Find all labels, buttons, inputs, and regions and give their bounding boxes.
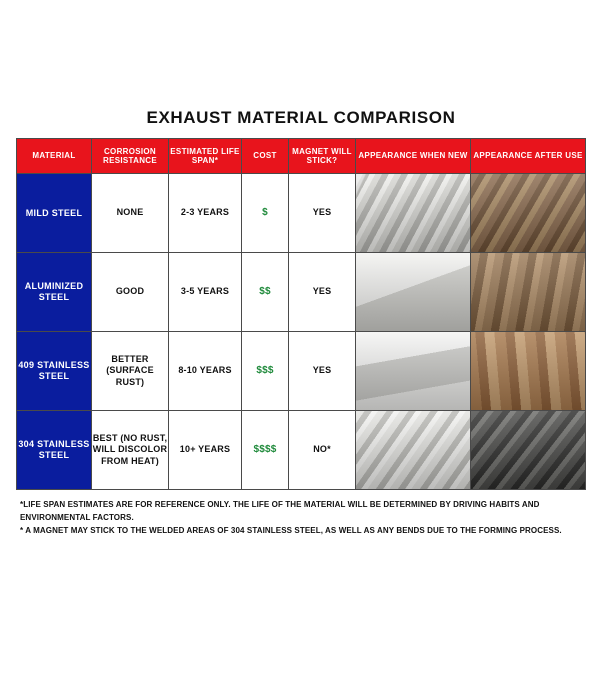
photo-aluminized-steel-used [471,253,586,332]
table-header-row [17,139,586,174]
polished-stainless-pipe-photo [356,332,470,410]
column-header-appearance-new: APPEARANCE WHEN NEW [356,139,471,174]
cell-magnet-aluminized-steel: YES [289,253,356,332]
cell-cost-409-stainless-steel: $$$ [242,332,289,411]
cell-material-409-stainless-steel: 409 STAINLESS STEEL [17,332,92,411]
photo-aluminized-steel-new [356,253,471,332]
exhaust-material-comparison-chart [0,108,602,537]
cell-corrosion-409-stainless-steel: BETTER (SURFACE RUST) [92,332,169,411]
heat-discolored-dark-header-photo [471,411,585,489]
photo-304-stainless-new [356,411,471,490]
cell-corrosion-aluminized-steel: GOOD [92,253,169,332]
rusted-brown-header-photo [471,174,585,252]
table-row [17,174,586,253]
cell-cost-aluminized-steel: $$ [242,253,289,332]
bright-stainless-header-photo [356,411,470,489]
footnote-magnet: * A MAGNET MAY STICK TO THE WELDED AREAS OF 304 STAINLESS STEEL, AS WELL AS ANY BENDS DUE TO THE FORMING PROCESS. [20,525,562,535]
cell-lifespan-409-stainless-steel: 8-10 YEARS [169,332,242,411]
column-header-cost: COST [242,139,289,174]
footnotes [20,499,582,537]
photo-409-stainless-used [471,332,586,411]
cell-corrosion-304-stainless-steel: BEST (NO RUST, WILL DISCOLOR FROM HEAT) [92,411,169,490]
shiny-bare-steel-header-photo [356,174,470,252]
cell-magnet-mild-steel: YES [289,174,356,253]
chart-title: EXHAUST MATERIAL COMPARISON [146,108,456,127]
rusted-pipe-with-hanger-photo [471,253,585,331]
table-row [17,411,586,490]
column-header-corrosion-resistance: CORROSION RESISTANCE [92,139,169,174]
photo-409-stainless-new [356,332,471,411]
cell-cost-mild-steel: $ [242,174,289,253]
cell-lifespan-304-stainless-steel: 10+ YEARS [169,411,242,490]
cell-material-304-stainless-steel: 304 STAINLESS STEEL [17,411,92,490]
cell-cost-304-stainless-steel: $$$$ [242,411,289,490]
cell-lifespan-aluminized-steel: 3-5 YEARS [169,253,242,332]
cell-lifespan-mild-steel: 2-3 YEARS [169,174,242,253]
cell-magnet-409-stainless-steel: YES [289,332,356,411]
column-header-life-span: ESTIMATED LIFE SPAN* [169,139,242,174]
column-header-magnet: MAGNET WILL STICK? [289,139,356,174]
table-row [17,332,586,411]
cell-corrosion-mild-steel: NONE [92,174,169,253]
table-row [17,253,586,332]
cell-magnet-304-stainless-steel: NO* [289,411,356,490]
cell-material-mild-steel: MILD STEEL [17,174,92,253]
photo-304-stainless-used [471,411,586,490]
column-header-material: MATERIAL [17,139,92,174]
surface-rusted-stainless-pipe-photo [471,332,585,410]
photo-mild-steel-new [356,174,471,253]
footnote-lifespan: *LIFE SPAN ESTIMATES ARE FOR REFERENCE ONLY. THE LIFE OF THE MATERIAL WILL BE DETERMINED BY DRIVING HABITS AND ENVIRONMENTAL FACTORS. [20,500,540,522]
cell-material-aluminized-steel: ALUMINIZED STEEL [17,253,92,332]
comparison-table [16,138,586,490]
light-gray-bent-pipe-photo [356,253,470,331]
photo-mild-steel-used [471,174,586,253]
column-header-appearance-after-use: APPEARANCE AFTER USE [471,139,586,174]
